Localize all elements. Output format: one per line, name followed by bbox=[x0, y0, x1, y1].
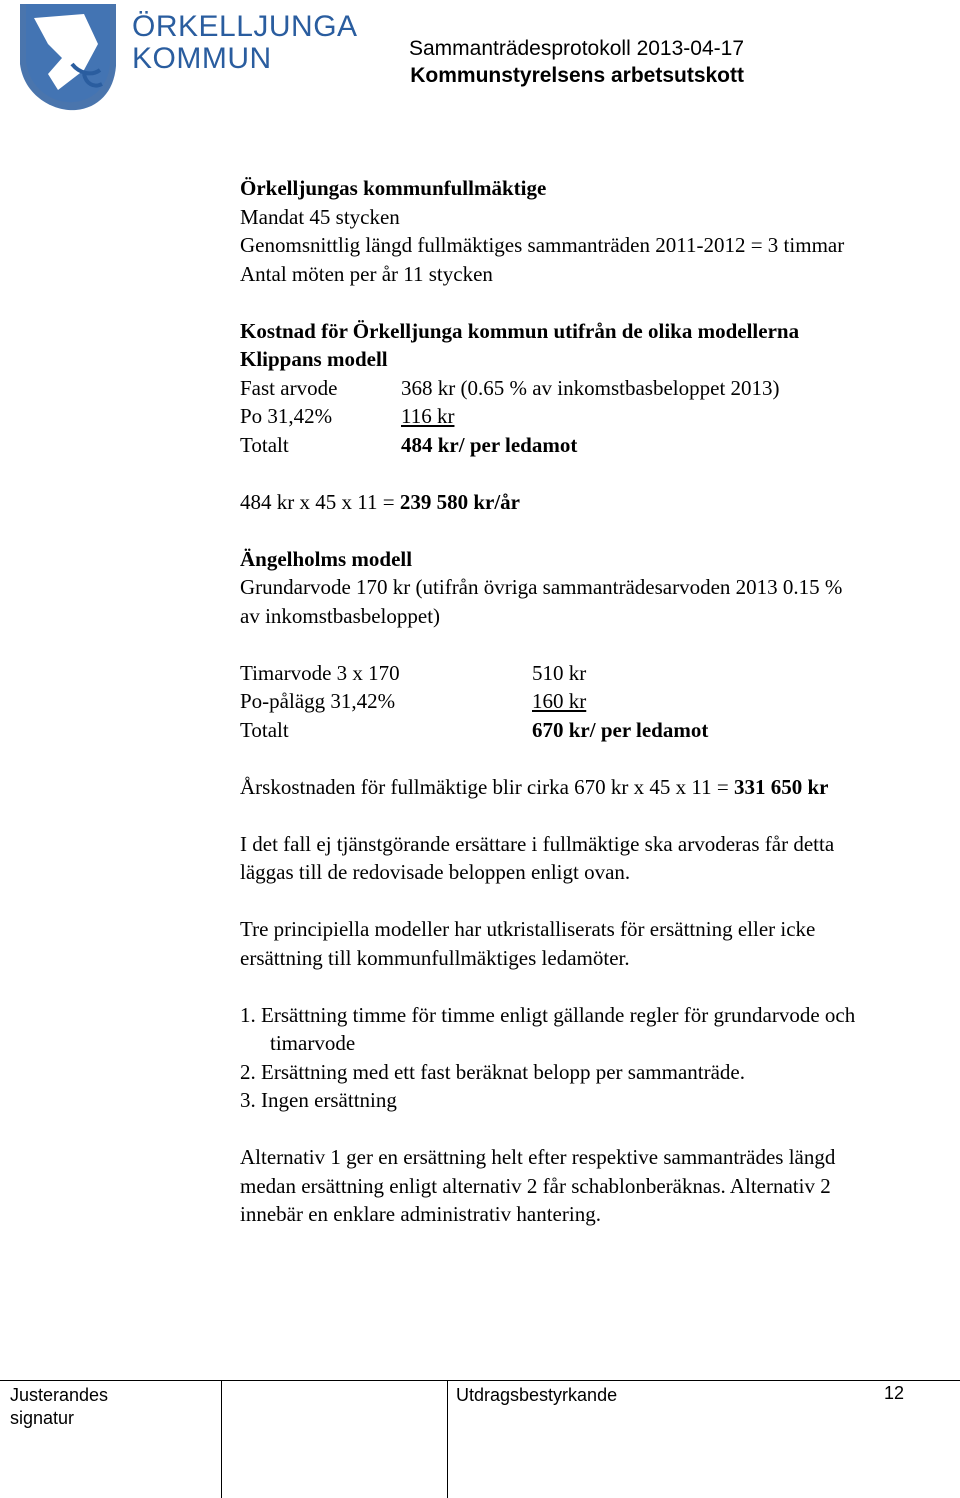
cost-row-label: Po-pålägg 31,42% bbox=[240, 689, 396, 713]
cost-row-value: 484 kr/ per ledamot bbox=[401, 432, 578, 457]
calc-text: 484 kr x 45 x 11 = bbox=[240, 489, 400, 514]
cost-row-value: 160 kr bbox=[532, 689, 587, 713]
paragraph-line: ersättning till kommunfullmäktiges ledamöter. bbox=[240, 945, 630, 970]
document-title: Sammanträdesprotokoll 2013-04-17 bbox=[408, 37, 744, 60]
section1-line: Antal möten per år 11 stycken bbox=[240, 261, 493, 286]
paragraph-line: Tre principiella modeller har utkristalliserats för ersättning eller icke bbox=[240, 917, 816, 941]
justerandes-label: Justerandes bbox=[10, 1385, 109, 1405]
cost-row-value: 116 kr bbox=[401, 404, 455, 428]
cost-row-label: Timarvode 3 x 170 bbox=[240, 660, 400, 685]
cost-row-label: Totalt bbox=[240, 717, 289, 742]
cost-row-value: 510 kr bbox=[532, 660, 587, 685]
cost-row-total bbox=[240, 716, 946, 745]
angelholm-annual-calc bbox=[240, 773, 946, 802]
utdragsbestyrkande-label: Utdragsbestyrkande bbox=[456, 1385, 618, 1405]
list-item: 1. Ersättning timme för timme enligt gällande regler för grundarvode och bbox=[240, 1002, 856, 1027]
klippan-annual-calc bbox=[240, 488, 946, 517]
calc-result: 239 580 kr/år bbox=[399, 489, 520, 514]
calc-result: 331 650 kr bbox=[733, 774, 829, 799]
cost-row-value: 670 kr/ per ledamot bbox=[532, 717, 709, 742]
logo-text-line1: ÖRKELLJUNGA bbox=[132, 10, 358, 43]
list-item: 2. Ersättning med ett fast beräknat belopp per sammanträde. bbox=[240, 1059, 745, 1084]
cost-row bbox=[240, 687, 946, 716]
page-number: 12 bbox=[884, 1383, 905, 1403]
logo-emblem-icon bbox=[14, 4, 126, 116]
footer-column-divider bbox=[447, 1380, 448, 1498]
cost-row-label: Totalt bbox=[240, 432, 289, 457]
cost-row-value: 368 kr (0.65 % av inkomstbasbeloppet 2013) bbox=[401, 375, 780, 400]
footer-column-divider bbox=[221, 1380, 222, 1498]
list-item-continuation: timarvode bbox=[270, 1031, 356, 1055]
angelholm-line: Grundarvode 170 kr (utifrån övriga sammanträdesarvoden 2013 0.15 % bbox=[240, 575, 843, 599]
document-subtitle: Kommunstyrelsens arbetsutskott bbox=[410, 64, 744, 87]
signatur-label: signatur bbox=[10, 1408, 75, 1428]
cost-row-label: Po 31,42% bbox=[240, 404, 333, 428]
footer-divider bbox=[0, 1380, 960, 1381]
paragraph-line: läggas till de redovisade beloppen enligt ovan. bbox=[240, 860, 631, 884]
municipality-logo bbox=[14, 4, 358, 124]
angelholm-line: av inkomstbasbeloppet) bbox=[240, 603, 441, 628]
section1-line: Genomsnittlig längd fullmäktiges sammanträden 2011-2012 = 3 timmar bbox=[240, 233, 845, 257]
closing-line: innebär en enklare administrativ hantering. bbox=[240, 1202, 601, 1226]
document-body bbox=[240, 174, 946, 1229]
signature-footer bbox=[0, 1380, 960, 1498]
closing-line: Alternativ 1 ger en ersättning helt efter respektive sammanträdes längd bbox=[240, 1145, 836, 1169]
cost-row bbox=[240, 402, 946, 431]
cost-row bbox=[240, 374, 946, 403]
list-item: 3. Ingen ersättning bbox=[240, 1088, 397, 1112]
cost-row-total bbox=[240, 431, 946, 460]
section2-heading: Kostnad för Örkelljunga kommun utifrån de olika modellerna bbox=[240, 318, 800, 343]
klippan-model-heading: Klippans modell bbox=[240, 347, 388, 371]
section1-line: Mandat 45 stycken bbox=[240, 204, 400, 229]
paragraph-line: I det fall ej tjänstgörande ersättare i fullmäktige ska arvoderas får detta bbox=[240, 831, 835, 856]
logo-text-line2: KOMMUN bbox=[132, 42, 272, 75]
closing-line: medan ersättning enligt alternativ 2 får schablonberäknas. Alternativ 2 bbox=[240, 1173, 831, 1198]
cost-row bbox=[240, 659, 946, 688]
angelholm-model-heading: Ängelholms modell bbox=[240, 546, 413, 571]
cost-row-label: Fast arvode bbox=[240, 375, 338, 400]
section1-heading: Örkelljungas kommunfullmäktige bbox=[240, 176, 547, 200]
calc-text: Årskostnaden för fullmäktige blir cirka 670 kr x 45 x 11 = bbox=[240, 774, 734, 799]
